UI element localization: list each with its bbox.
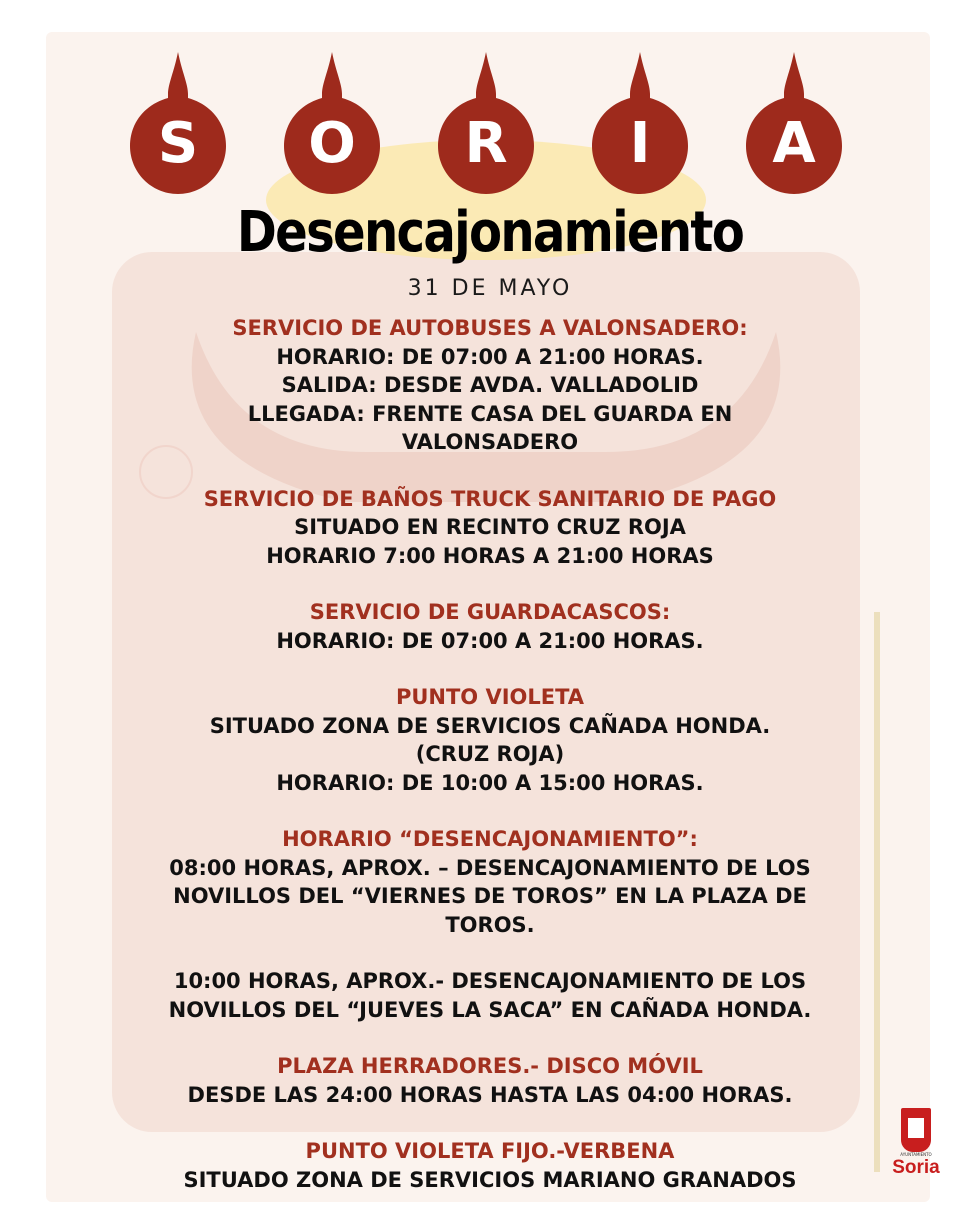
spacer — [130, 570, 850, 598]
schedule-line: 10:00 HORAS, APROX.- DESENCAJONAMIENTO DE LOS — [173, 969, 807, 993]
buses-line: VALONSADERO — [401, 430, 579, 454]
logo-subtitle: AYUNTAMIENTO — [900, 1152, 932, 1157]
balloon-letter: A — [772, 111, 816, 176]
coat-of-arms-icon — [901, 1108, 931, 1152]
balloon-i — [592, 52, 688, 212]
violet-point-line: HORARIO: DE 10:00 A 15:00 HORAS. — [276, 770, 704, 795]
faded-pole — [874, 612, 880, 1172]
balloon-letter: O — [308, 111, 356, 176]
spacer — [130, 1024, 850, 1052]
section-heading-buses: SERVICIO DE AUTOBUSES A VALONSADERO: — [232, 316, 748, 340]
section-heading-helmets: SERVICIO DE GUARDACASCOS: — [309, 600, 671, 624]
schedule-line: TOROS. — [445, 912, 535, 937]
spacer — [130, 655, 850, 683]
buses-line: LLEGADA: FRENTE CASA DEL GUARDA EN — [247, 401, 733, 426]
buses-line: HORARIO: DE 07:00 A 21:00 HORAS. — [276, 344, 704, 369]
balloon-letter: R — [464, 111, 508, 176]
violet-point-line: SITUADO ZONA DE SERVICIOS CAÑADA HONDA. — [209, 713, 771, 738]
balloon-letter: S — [157, 111, 199, 176]
violet-point-line: (CRUZ ROJA) — [415, 742, 565, 766]
section-heading-violet-point: PUNTO VIOLETA — [395, 685, 585, 709]
spacer — [130, 797, 850, 825]
section-heading-violet-fixed: PUNTO VIOLETA FIJO.-VERBENA — [305, 1139, 675, 1163]
schedule-line: NOVILLOS DEL “VIERNES DE TOROS” EN LA PLAZA DE — [173, 884, 807, 908]
schedule-line: 08:00 HORAS, APROX. – DESENCAJONAMIENTO DE LOS — [169, 855, 811, 880]
soria-balloons — [0, 0, 980, 220]
page-title: Desencajonamiento — [236, 200, 744, 265]
balloon-letter: I — [629, 111, 651, 176]
balloon-a — [746, 52, 842, 212]
buses-line: SALIDA: DESDE AVDA. VALLADOLID — [281, 373, 699, 397]
violet-fixed-line: SITUADO ZONA DE SERVICIOS MARIANO GRANADOS — [183, 1167, 797, 1192]
spacer — [130, 939, 850, 967]
helmets-line: HORARIO: DE 07:00 A 21:00 HORAS. — [276, 628, 704, 653]
ayuntamiento-soria-logo — [884, 1108, 948, 1188]
logo-brand: Soria — [892, 1157, 940, 1178]
spacer — [130, 1109, 850, 1137]
info-content — [130, 314, 850, 1194]
toilets-line: HORARIO 7:00 HORAS A 21:00 HORAS — [266, 543, 714, 568]
disco-line: DESDE LAS 24:00 HORAS HASTA LAS 04:00 HORAS. — [187, 1082, 793, 1107]
event-date: 31 DE MAYO — [407, 276, 573, 301]
toilets-line: SITUADO EN RECINTO CRUZ ROJA — [294, 515, 686, 539]
section-heading-disco: PLAZA HERRADORES.- DISCO MÓVIL — [277, 1054, 703, 1078]
section-heading-toilets: SERVICIO DE BAÑOS TRUCK SANITARIO DE PAGO — [203, 486, 777, 511]
spacer — [130, 457, 850, 485]
balloon-o — [284, 52, 380, 212]
balloon-r — [438, 52, 534, 212]
balloon-s — [130, 52, 226, 212]
schedule-line: NOVILLOS DEL “JUEVES LA SACA” EN CAÑADA HONDA. — [168, 997, 812, 1022]
section-heading-schedule: HORARIO “DESENCAJONAMIENTO”: — [282, 827, 698, 851]
